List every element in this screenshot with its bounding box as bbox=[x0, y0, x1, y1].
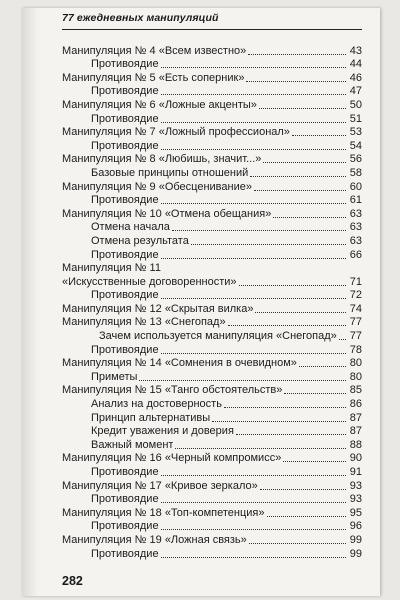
toc-entry-title: Противоядие bbox=[91, 493, 159, 506]
toc-entry-title: Противоядие bbox=[91, 194, 159, 207]
toc-entry-page: 77 bbox=[349, 330, 362, 343]
toc-entry bbox=[62, 275, 362, 289]
toc-entry bbox=[62, 248, 362, 262]
toc-entry bbox=[62, 343, 362, 357]
toc-entry-title: Манипуляция № 12 «Скрытая вилка» bbox=[62, 302, 254, 315]
toc-entry-title: Манипуляция № 8 «Любишь, значит...» bbox=[62, 153, 262, 166]
toc-entry-title: Приметы bbox=[91, 370, 138, 383]
toc-entry-page: 93 bbox=[349, 479, 362, 492]
toc-entry-title: Манипуляция № 11 bbox=[62, 262, 161, 275]
toc-entry-title: Противоядие bbox=[91, 85, 159, 98]
toc-dot-leader bbox=[239, 285, 346, 286]
toc-dot-leader bbox=[283, 461, 346, 462]
toc-entry-page: 50 bbox=[349, 98, 362, 111]
toc-dot-leader bbox=[161, 298, 346, 299]
toc-dot-leader bbox=[228, 325, 346, 326]
toc-entry bbox=[62, 370, 362, 384]
toc-entry bbox=[62, 207, 362, 221]
toc-entry-title: Противоядие bbox=[91, 248, 159, 261]
toc-entry-title: Манипуляция № 5 «Есть соперник» bbox=[62, 71, 245, 84]
toc-entry-title: Манипуляция № 9 «Обесценивание» bbox=[62, 180, 252, 193]
toc-dot-leader bbox=[161, 94, 346, 95]
toc-entry-page: 51 bbox=[349, 112, 362, 125]
toc-dot-leader bbox=[161, 557, 346, 558]
toc-entry-page: 72 bbox=[349, 289, 362, 302]
toc-entry bbox=[62, 112, 362, 126]
toc-entry-page: 90 bbox=[349, 452, 362, 465]
toc-dot-leader bbox=[339, 339, 346, 340]
toc-entry-title: Манипуляция № 16 «Черный компромисс» bbox=[62, 452, 282, 465]
toc-entry-page: 43 bbox=[349, 44, 362, 57]
toc-dot-leader bbox=[260, 489, 346, 490]
toc-entry-title: Анализ на достоверность bbox=[91, 398, 222, 411]
toc-dot-leader bbox=[161, 122, 346, 123]
toc-entry bbox=[62, 520, 362, 534]
toc-entry bbox=[62, 153, 362, 167]
toc-dot-leader bbox=[161, 203, 346, 204]
toc-entry-page: 91 bbox=[349, 466, 362, 478]
toc-entry bbox=[62, 465, 362, 479]
toc-entry-title: Противоядие bbox=[91, 520, 159, 533]
toc-entry-title: Кредит уважения и доверия bbox=[91, 425, 234, 438]
toc-dot-leader bbox=[161, 353, 346, 354]
toc-entry-title: Базовые принципы отношений bbox=[91, 166, 249, 179]
toc-dot-leader bbox=[236, 434, 346, 435]
toc-dot-leader bbox=[284, 393, 346, 394]
toc-entry bbox=[62, 329, 362, 343]
toc-dot-leader bbox=[224, 407, 346, 408]
toc-entry-title: Манипуляция № 18 «Топ-компетенция» bbox=[62, 506, 265, 519]
toc-entry-page: 86 bbox=[349, 398, 362, 411]
toc-entry-page: 80 bbox=[349, 370, 362, 383]
toc-entry-page: 44 bbox=[349, 58, 362, 71]
toc-entry-page: 66 bbox=[349, 248, 362, 261]
toc-entry-page: 80 bbox=[349, 357, 362, 370]
toc-entry-page: 56 bbox=[349, 153, 362, 166]
table-of-contents bbox=[62, 44, 362, 561]
toc-entry-page: 47 bbox=[349, 85, 362, 98]
header-rule bbox=[62, 29, 362, 30]
toc-entry-title: Принцип альтернативы bbox=[91, 411, 211, 424]
toc-entry-title: Противоядие bbox=[91, 58, 159, 71]
toc-dot-leader bbox=[250, 176, 346, 177]
toc-entry-title: Противоядие bbox=[91, 289, 159, 302]
toc-entry-page: 63 bbox=[349, 221, 362, 234]
toc-entry-title: Противоядие bbox=[91, 466, 159, 478]
toc-entry bbox=[62, 71, 362, 85]
toc-entry-title: Важный момент bbox=[91, 438, 174, 451]
toc-entry-page: 53 bbox=[349, 126, 362, 139]
toc-dot-leader bbox=[263, 162, 346, 163]
toc-entry bbox=[62, 397, 362, 411]
toc-entry-title: «Искусственные договоренности» bbox=[62, 275, 237, 288]
toc-entry bbox=[62, 126, 362, 140]
toc-dot-leader bbox=[249, 543, 346, 544]
toc-entry-page: 85 bbox=[349, 384, 362, 397]
toc-dot-leader bbox=[161, 149, 346, 150]
toc-dot-leader bbox=[246, 81, 346, 82]
toc-entry-title: Манипуляция № 17 «Кривое зеркало» bbox=[62, 479, 258, 492]
toc-entry bbox=[62, 180, 362, 194]
toc-entry-title: Противоядие bbox=[91, 547, 159, 560]
toc-entry bbox=[62, 85, 362, 99]
toc-entry bbox=[62, 98, 362, 112]
toc-entry bbox=[62, 139, 362, 153]
book-page bbox=[22, 8, 380, 596]
toc-dot-leader bbox=[255, 312, 346, 313]
toc-dot-leader bbox=[212, 421, 346, 422]
toc-entry-page: 87 bbox=[349, 425, 362, 438]
toc-dot-leader bbox=[161, 67, 346, 68]
toc-entry bbox=[62, 452, 362, 466]
toc-entry-page: 63 bbox=[349, 207, 362, 220]
toc-entry bbox=[62, 221, 362, 235]
toc-entry-page: 77 bbox=[349, 316, 362, 329]
toc-entry-page: 93 bbox=[349, 493, 362, 506]
toc-dot-leader bbox=[191, 244, 346, 245]
toc-entry bbox=[62, 479, 362, 493]
toc-entry bbox=[62, 425, 362, 439]
toc-dot-leader bbox=[292, 135, 346, 136]
toc-entry-page: 46 bbox=[349, 71, 362, 84]
toc-entry-title: Манипуляция № 19 «Ложная связь» bbox=[62, 533, 247, 546]
toc-entry bbox=[62, 533, 362, 547]
toc-entry bbox=[62, 547, 362, 561]
toc-entry bbox=[62, 357, 362, 371]
toc-entry bbox=[62, 384, 362, 398]
toc-dot-leader bbox=[273, 217, 346, 218]
toc-dot-leader bbox=[299, 366, 346, 367]
toc-entry-title: Манипуляция № 10 «Отмена обещания» bbox=[62, 207, 272, 220]
toc-entry-page: 63 bbox=[349, 234, 362, 247]
toc-entry bbox=[62, 44, 362, 58]
toc-entry-title: Противоядие bbox=[91, 139, 159, 152]
running-header: 77 ежедневных манипуляций bbox=[62, 12, 219, 24]
toc-entry bbox=[62, 506, 362, 520]
toc-entry bbox=[62, 438, 362, 452]
toc-entry-page: 61 bbox=[349, 194, 362, 207]
toc-entry-page: 99 bbox=[349, 533, 362, 546]
toc-entry-title: Манипуляция № 7 «Ложный профессионал» bbox=[62, 126, 290, 139]
toc-dot-leader bbox=[161, 529, 346, 530]
toc-entry bbox=[62, 58, 362, 72]
toc-entry-page: 78 bbox=[349, 343, 362, 356]
toc-dot-leader bbox=[267, 516, 347, 517]
toc-dot-leader bbox=[254, 190, 346, 191]
toc-entry-title: Манипуляция № 15 «Танго обстоятельств» bbox=[62, 384, 283, 397]
toc-entry-title: Противоядие bbox=[91, 343, 159, 356]
toc-entry-page: 60 bbox=[349, 180, 362, 193]
toc-entry-page: 99 bbox=[349, 547, 362, 560]
toc-entry-page: 88 bbox=[349, 438, 362, 451]
toc-entry bbox=[62, 166, 362, 180]
toc-entry-page: 58 bbox=[349, 166, 362, 179]
toc-entry-title: Противоядие bbox=[91, 112, 159, 125]
toc-entry-page: 96 bbox=[349, 520, 362, 533]
toc-entry-title: Манипуляция № 13 «Снегопад» bbox=[62, 316, 226, 329]
toc-entry bbox=[62, 316, 362, 330]
toc-entry bbox=[62, 262, 362, 276]
toc-entry-page: 54 bbox=[349, 139, 362, 152]
toc-entry-page: 87 bbox=[349, 411, 362, 424]
toc-dot-leader bbox=[175, 448, 346, 449]
toc-dot-leader bbox=[248, 54, 346, 55]
toc-entry-title: Отмена результата bbox=[91, 234, 189, 247]
toc-entry-title: Манипуляция № 14 «Сомнения в очевидном» bbox=[62, 357, 297, 370]
toc-dot-leader bbox=[259, 108, 346, 109]
toc-entry bbox=[62, 194, 362, 208]
toc-entry bbox=[62, 493, 362, 507]
toc-entry bbox=[62, 411, 362, 425]
toc-entry-title: Манипуляция № 6 «Ложные акценты» bbox=[62, 98, 257, 111]
toc-dot-leader bbox=[161, 475, 346, 476]
toc-entry-title: Отмена начала bbox=[91, 221, 170, 234]
toc-entry-title: Зачем используется манипуляция «Снегопад» bbox=[99, 330, 337, 343]
toc-entry bbox=[62, 302, 362, 316]
page-number: 282 bbox=[62, 574, 83, 588]
gutter-shadow bbox=[22, 8, 38, 596]
toc-entry-title: Манипуляция № 4 «Всем известно» bbox=[62, 44, 247, 57]
toc-dot-leader bbox=[172, 230, 346, 231]
toc-entry bbox=[62, 289, 362, 303]
toc-entry-page: 71 bbox=[349, 275, 362, 288]
toc-dot-leader bbox=[161, 258, 346, 259]
toc-entry bbox=[62, 234, 362, 248]
toc-entry-page: 95 bbox=[349, 506, 362, 519]
toc-dot-leader bbox=[161, 502, 346, 503]
toc-dot-leader bbox=[139, 380, 346, 381]
toc-entry-page: 74 bbox=[349, 302, 362, 315]
